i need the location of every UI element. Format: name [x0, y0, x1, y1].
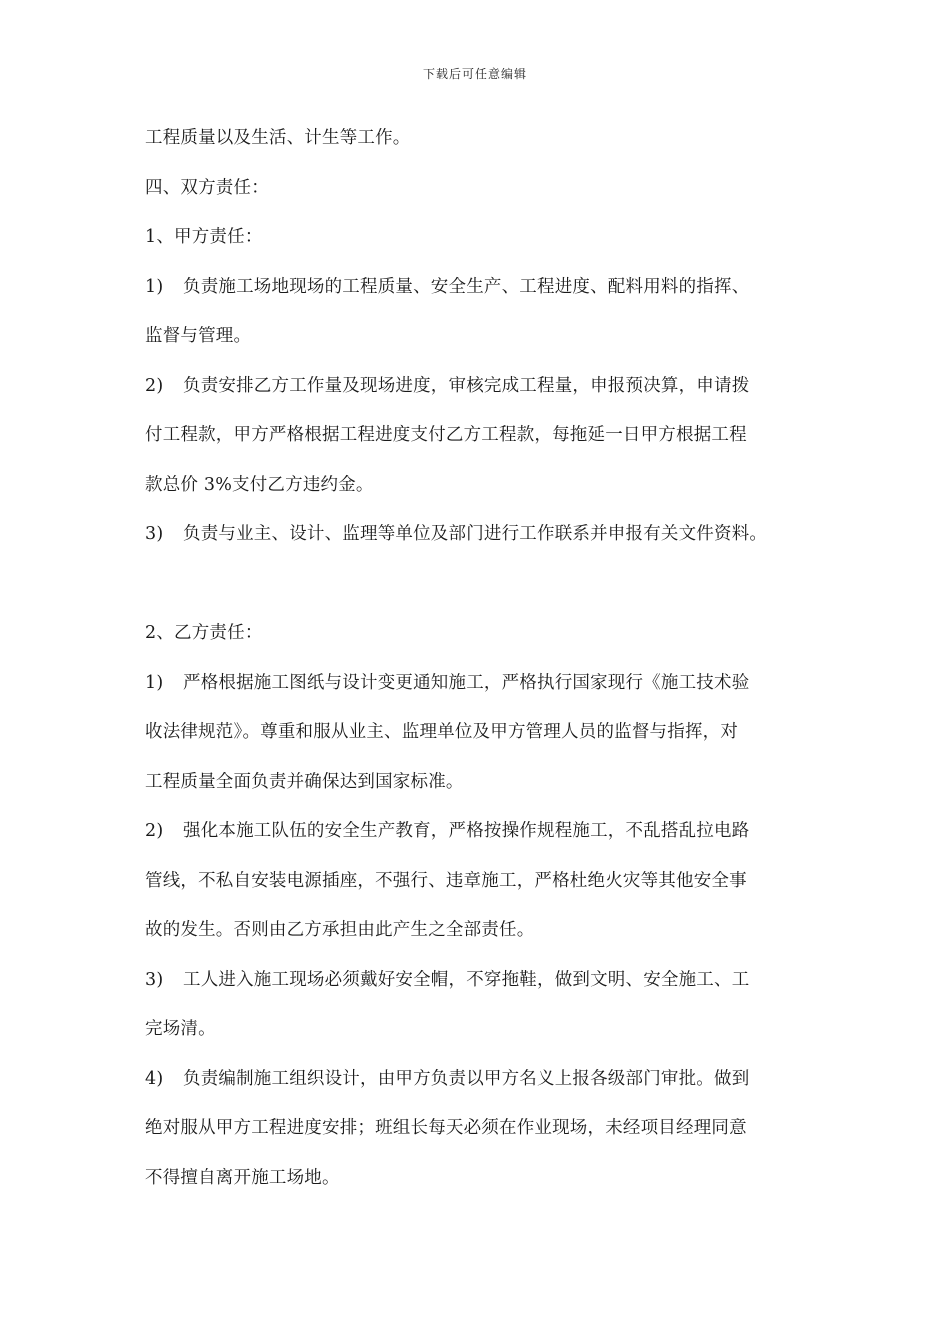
list-item — [145, 520, 825, 548]
page-header: 下载后可任意编辑 — [422, 67, 527, 81]
line-text: 故的发生。否则由乙方承担由此产生之全部责任。 — [145, 920, 535, 940]
paragraph-line — [145, 718, 825, 746]
line-text: 收法律规范》。尊重和服从业主、监理单位及甲方管理人员的监督与指挥，对 — [145, 722, 739, 742]
line-text: 绝对服从甲方工程进度安排；班组长每天必须在作业现场，未经项目经理同意 — [145, 1118, 747, 1138]
item-number: 3) — [145, 524, 164, 544]
list-item — [145, 1065, 825, 1093]
line-text: 强化本施工队伍的安全生产教育，严格按操作规程施工，不乱搭乱拉电路 — [183, 821, 750, 841]
line-text: 四、双方责任： — [145, 177, 269, 198]
paragraph-line — [145, 322, 825, 350]
line-text: 严格根据施工图纸与设计变更通知施工，严格执行国家现行《施工技术验 — [183, 672, 750, 693]
paragraph-gap — [145, 570, 825, 620]
line-text: 工人进入施工现场必须戴好安全帽，不穿拖鞋，做到文明、安全施工、工 — [183, 969, 750, 990]
subsection-heading — [145, 223, 825, 251]
paragraph-line — [145, 768, 825, 796]
line-text: 2、乙方责任： — [145, 623, 263, 643]
paragraph-line — [145, 1164, 825, 1192]
paragraph-line — [145, 421, 825, 449]
line-text: 工程质量以及生活、计生等工作。 — [145, 128, 411, 148]
line-text: 监督与管理。 — [145, 326, 252, 346]
list-item — [145, 273, 825, 301]
paragraph-line — [145, 916, 825, 944]
document-body — [145, 124, 825, 1213]
item-number: 2) — [145, 821, 164, 841]
paragraph-line — [145, 1114, 825, 1142]
paragraph-line — [145, 867, 825, 895]
line-text: 负责与业主、设计、监理等单位及部门进行工作联系并申报有关文件资料。 — [183, 524, 768, 544]
item-number: 2) — [145, 375, 164, 396]
list-item — [145, 817, 825, 845]
item-number: 3) — [145, 969, 164, 990]
paragraph-line — [145, 124, 825, 152]
item-number: 1) — [145, 672, 164, 693]
line-text: 负责安排乙方工作量及现场进度，审核完成工程量，申报预决算，申请拨 — [183, 375, 750, 396]
line-text: 1、甲方责任： — [145, 227, 263, 247]
line-text: 付工程款，甲方严格根据工程进度支付乙方工程款，每拖延一日甲方根据工程 — [145, 425, 747, 445]
line-text: 工程质量全面负责并确保达到国家标准。 — [145, 771, 464, 792]
subsection-heading — [145, 619, 825, 647]
section-heading — [145, 174, 825, 202]
list-item — [145, 372, 825, 400]
item-number: 1) — [145, 276, 164, 297]
item-number: 4) — [145, 1068, 164, 1089]
paragraph-line — [145, 471, 825, 499]
line-text: 完场清。 — [145, 1019, 216, 1039]
list-item — [145, 966, 825, 994]
paragraph-line — [145, 1015, 825, 1043]
list-item — [145, 669, 825, 697]
line-text: 款总价 3%支付乙方违约金。 — [145, 474, 374, 495]
line-text: 负责编制施工组织设计，由甲方负责以甲方名义上报各级部门审批。做到 — [183, 1068, 750, 1089]
line-text: 管线，不私自安装电源插座，不强行、违章施工，严格杜绝火灾等其他安全事 — [145, 870, 747, 891]
line-text: 负责施工场地现场的工程质量、安全生产、工程进度、配料用料的指挥、 — [183, 276, 750, 297]
line-text: 不得擅自离开施工场地。 — [145, 1167, 340, 1188]
